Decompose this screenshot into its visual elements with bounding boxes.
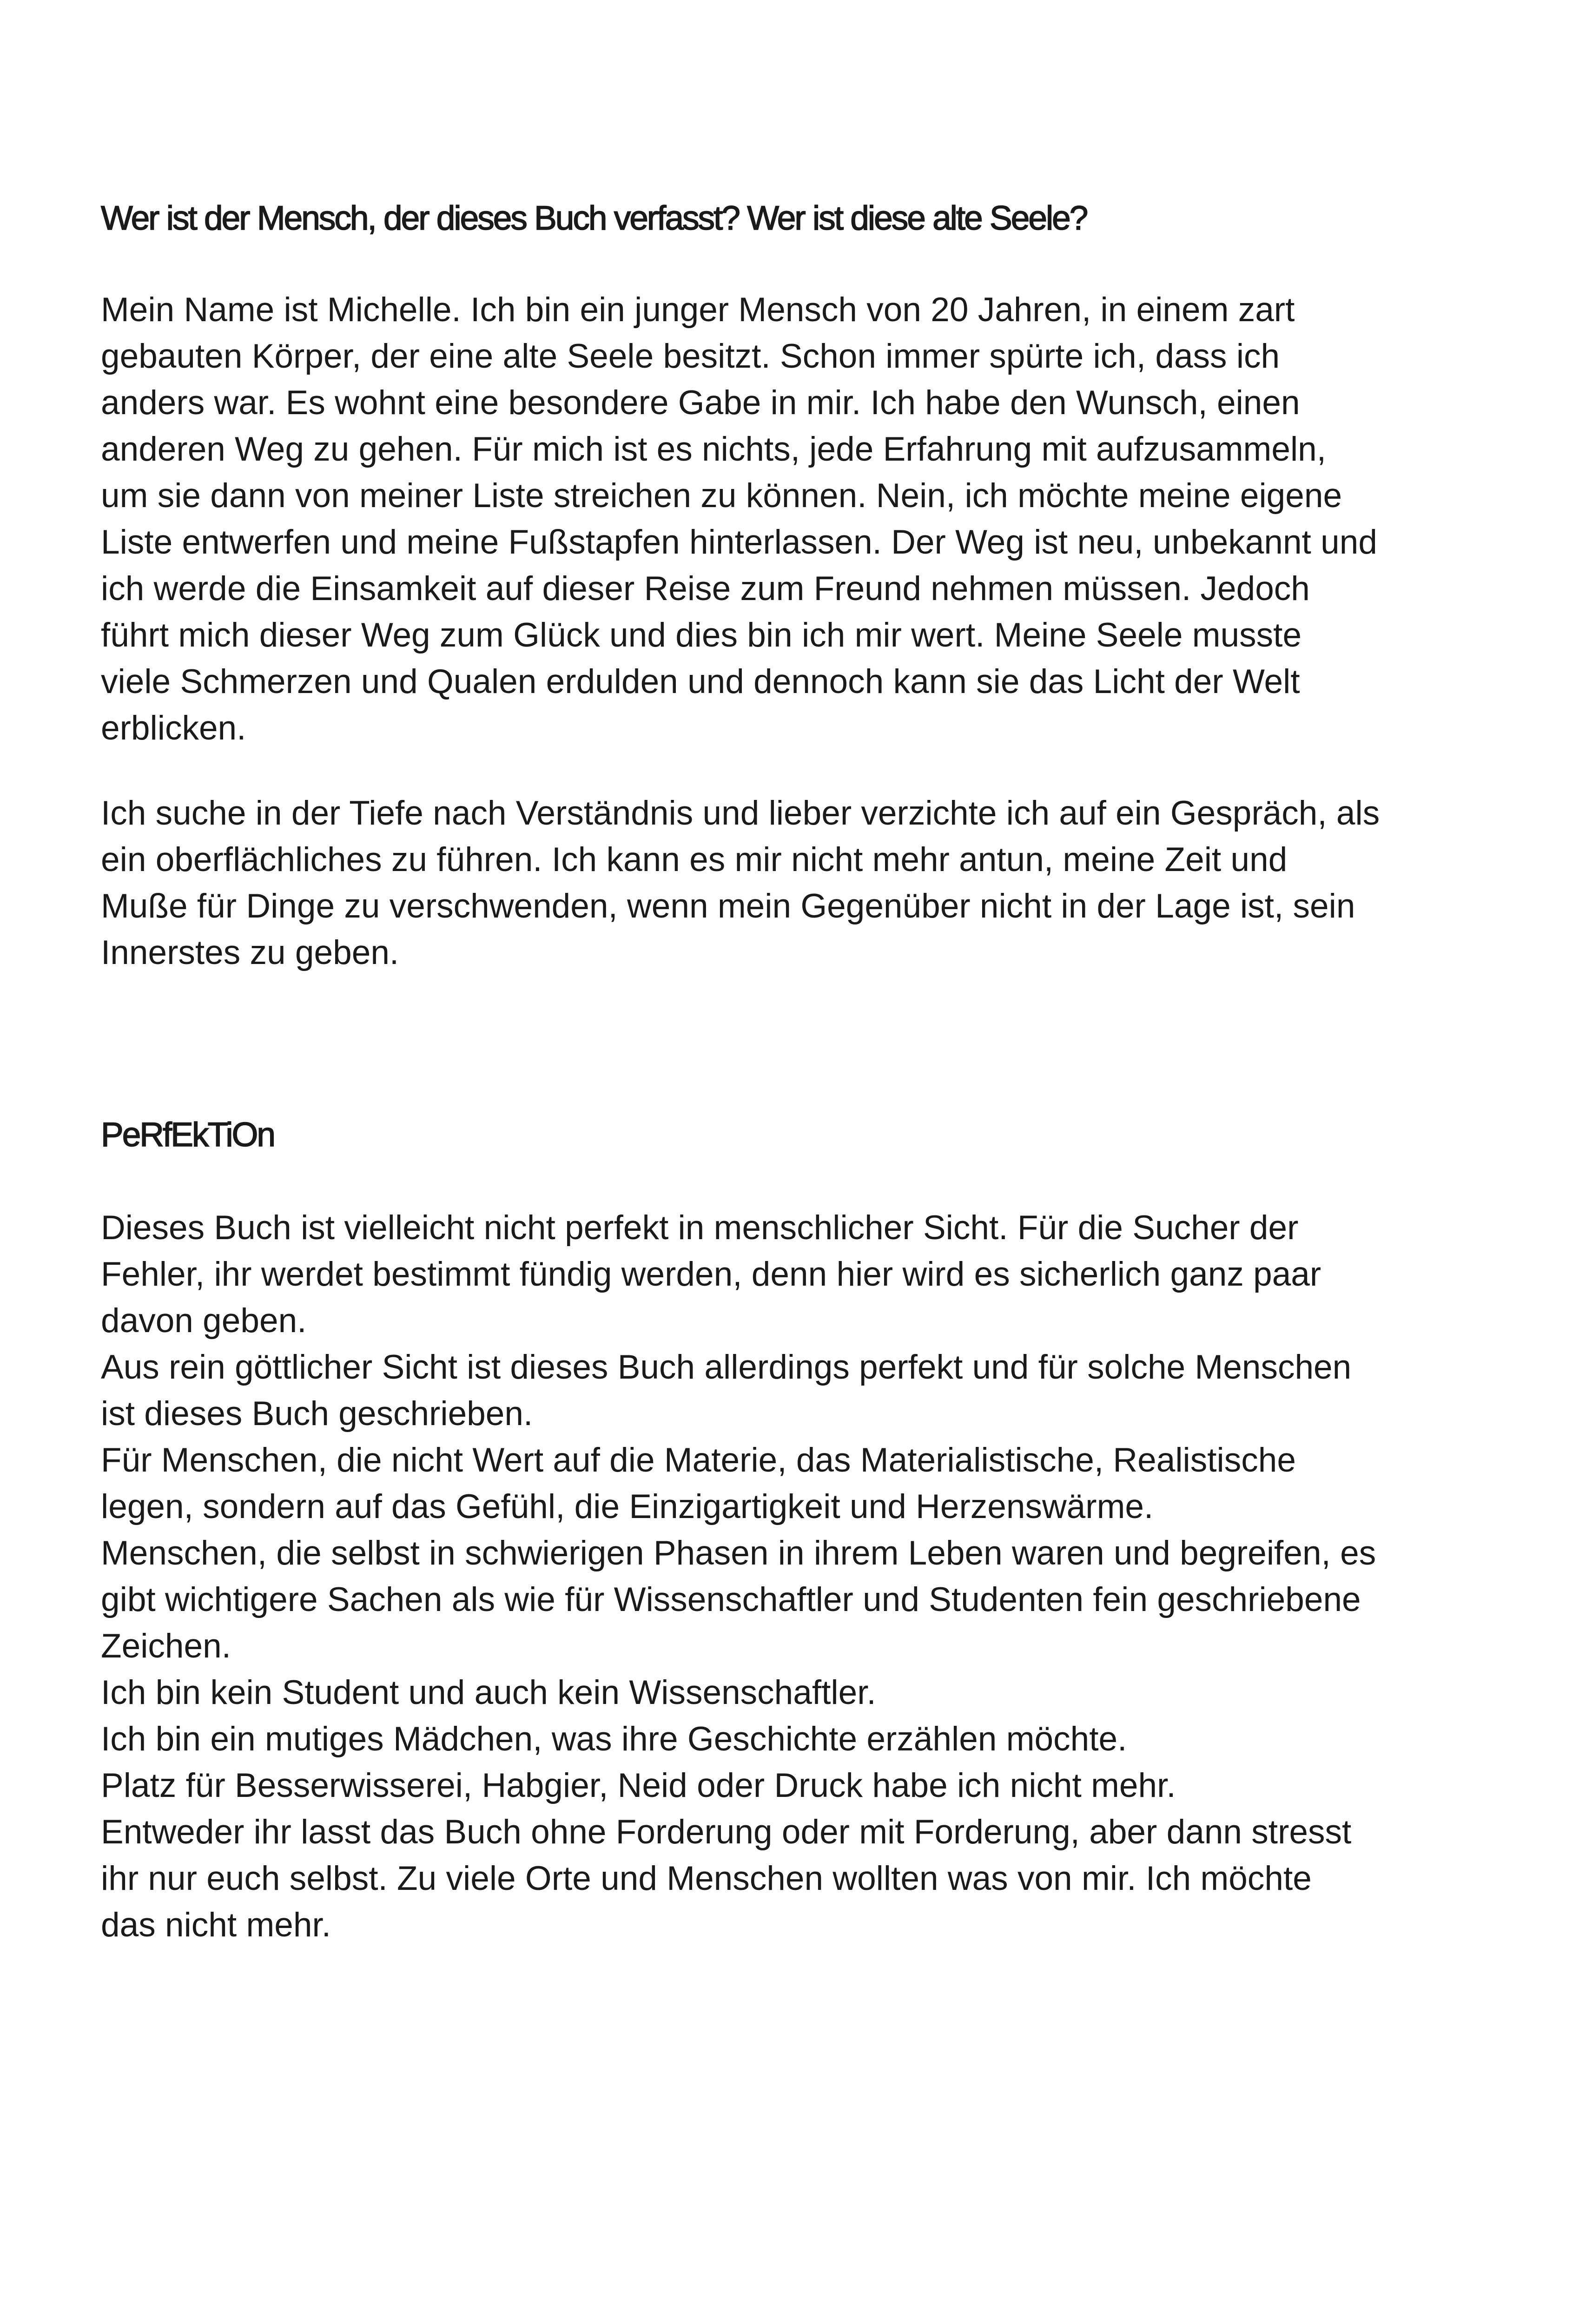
text-line: um sie dann von meiner Liste streichen zu können. Nein, ich möchte meine eigene (101, 477, 1342, 515)
text-line: führt mich dieser Weg zum Glück und dies bin ich mir wert. Meine Seele musste (101, 616, 1302, 654)
text-line: Entweder ihr lasst das Buch ohne Forderung oder mit Forderung, aber dann stresst (101, 1813, 1352, 1851)
section-heading-author: Wer ist der Mensch, der dieses Buch verfasst? Wer ist diese alte Seele? (101, 199, 1087, 237)
text-line: Dieses Buch ist vielleicht nicht perfekt in menschlicher Sicht. Für die Sucher der (101, 1209, 1299, 1247)
text-line: Platz für Besserwisserei, Habgier, Neid oder Druck habe ich nicht mehr. (101, 1767, 1176, 1804)
text-line: Menschen, die selbst in schwierigen Phasen in ihrem Leben waren und begreifen, es (101, 1534, 1376, 1572)
text-line: Mein Name ist Michelle. Ich bin ein junger Mensch von 20 Jahren, in einem zart (101, 291, 1295, 329)
paragraph-perfektion (101, 1205, 1376, 1948)
text-line: Muße für Dinge zu verschwenden, wenn mein Gegenüber nicht in der Lage ist, sein (101, 887, 1355, 925)
text-line: ich werde die Einsamkeit auf dieser Reise zum Freund nehmen müssen. Jedoch (101, 570, 1310, 607)
text-line: Ich bin ein mutiges Mädchen, was ihre Geschichte erzählen möchte. (101, 1720, 1127, 1758)
text-line: legen, sondern auf das Gefühl, die Einzigartigkeit und Herzenswärme. (101, 1488, 1154, 1525)
text-line: Liste entwerfen und meine Fußstapfen hinterlassen. Der Weg ist neu, unbekannt und (101, 523, 1377, 561)
text-line: Zeichen. (101, 1627, 231, 1665)
text-line: anderen Weg zu gehen. Für mich ist es nichts, jede Erfahrung mit aufzusammeln, (101, 430, 1327, 468)
text-line: Innerstes zu geben. (101, 934, 399, 971)
text-line: gibt wichtigere Sachen als wie für Wissenschaftler und Studenten fein geschriebene (101, 1581, 1361, 1618)
text-line: Für Menschen, die nicht Wert auf die Materie, das Materialistische, Realistische (101, 1441, 1296, 1479)
text-line: Fehler, ihr werdet bestimmt fündig werden, denn hier wird es sicherlich ganz paar (101, 1255, 1321, 1293)
text-line: ein oberflächliches zu führen. Ich kann es mir nicht mehr antun, meine Zeit und (101, 841, 1288, 878)
text-line: Ich bin kein Student und auch kein Wissenschaftler. (101, 1674, 876, 1711)
text-line: viele Schmerzen und Qualen erdulden und dennoch kann sie das Licht der Welt (101, 663, 1300, 700)
text-line: das nicht mehr. (101, 1906, 331, 1944)
text-line: ihr nur euch selbst. Zu viele Orte und Menschen wollten was von mir. Ich möchte (101, 1860, 1312, 1897)
text-line: gebauten Körper, der eine alte Seele besitzt. Schon immer spürte ich, dass ich (101, 337, 1280, 375)
paragraph-depth (101, 790, 1380, 976)
text-line: ist dieses Buch geschrieben. (101, 1395, 533, 1433)
text-line: davon geben. (101, 1302, 307, 1340)
text-line: Aus rein göttlicher Sicht ist dieses Buch allerdings perfekt und für solche Menschen (101, 1348, 1352, 1386)
text-line: anders war. Es wohnt eine besondere Gabe in mir. Ich habe den Wunsch, einen (101, 384, 1300, 422)
text-line: erblicken. (101, 709, 246, 747)
section-heading-perfektion: PeRfEkTiOn (101, 1116, 274, 1154)
text-line: Ich suche in der Tiefe nach Verständnis und lieber verzichte ich auf ein Gespräch, als (101, 794, 1380, 832)
paragraph-introduction (101, 287, 1377, 752)
